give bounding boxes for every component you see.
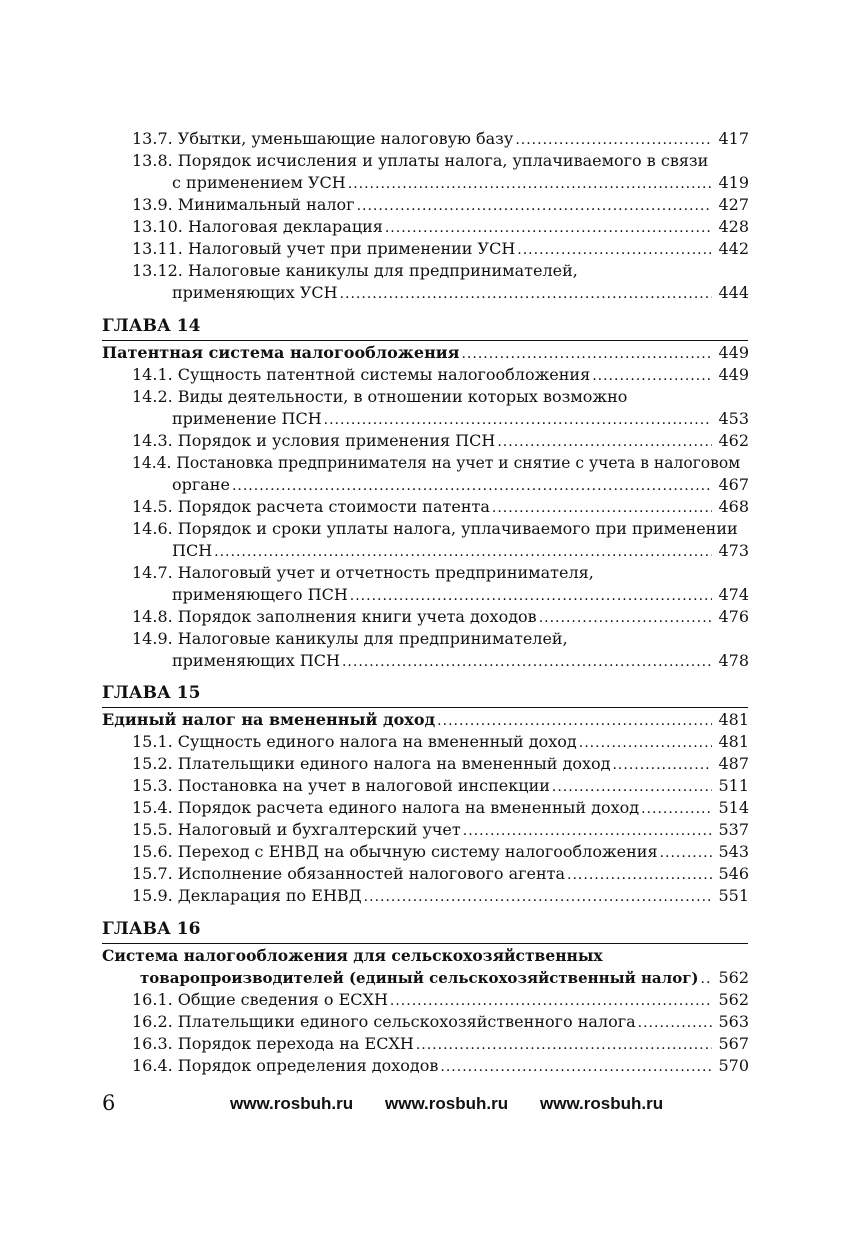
leader-dots [340, 283, 713, 305]
toc-entry-15-4[interactable] [132, 797, 749, 819]
toc-page-number: 551 [718, 886, 749, 905]
toc-page-number: 462 [718, 431, 749, 450]
toc-entry-title-continued: применяющих ПСН [172, 651, 340, 670]
toc-page-number: 427 [718, 195, 749, 214]
leader-dots [437, 710, 712, 732]
toc-entry-title: 16.1. Общие сведения о ЕСХН [132, 990, 388, 1009]
toc-entry-title: 15.5. Налоговый и бухгалтерский учет [132, 820, 461, 839]
toc-entry-15-3[interactable] [132, 775, 749, 797]
toc-page-number: 478 [718, 651, 749, 670]
toc-chapter-15-title[interactable] [102, 709, 749, 731]
toc-entry-title-continued: применение ПСН [172, 409, 322, 428]
toc-entry-title: 15.1. Сущность единого налога на вмененный доход [132, 732, 577, 751]
toc-entry-13-11[interactable] [132, 238, 749, 260]
leader-dots [232, 475, 713, 497]
toc-entry-title: 13.10. Налоговая декларация [132, 217, 383, 236]
toc-entry-title: 16.3. Порядок перехода на ЕСХН [132, 1034, 414, 1053]
toc-page-number: 442 [718, 239, 749, 258]
leader-dots [492, 497, 713, 519]
toc-entry-title-continued: применяющего ПСН [172, 585, 348, 604]
toc-entry-13-9[interactable] [132, 194, 749, 216]
toc-entry-14-1[interactable] [132, 364, 749, 386]
toc-page-number: 467 [718, 475, 749, 494]
toc-page-number: 476 [718, 607, 749, 626]
leader-dots [515, 129, 712, 151]
toc-entry-title: 14.8. Порядок заполнения книги учета доходов [132, 607, 537, 626]
toc-entry-title: 13.8. Порядок исчисления и уплаты налога, уплачиваемого в связи [132, 151, 709, 170]
toc-entry-title: Единый налог на вмененный доход [102, 710, 436, 729]
toc-page-number: 481 [718, 710, 749, 729]
toc-entry-title: 15.9. Декларация по ЕНВД [132, 886, 362, 905]
toc-entry-16-1[interactable] [132, 989, 749, 1011]
chapter-heading-15: ГЛАВА 15 [102, 683, 201, 703]
leader-dots [579, 732, 713, 754]
toc-entry-title: 14.1. Сущность патентной системы налогообложения [132, 365, 591, 384]
leader-dots [342, 651, 712, 673]
leader-dots [416, 1034, 713, 1056]
toc-entry-title: 16.4. Порядок определения доходов [132, 1056, 439, 1075]
toc-entry-title: 13.12. Налоговые каникулы для предпринимателей, [132, 261, 578, 280]
toc-page-number: 428 [718, 217, 749, 236]
footer-link[interactable]: www.rosbuh.ru [230, 1094, 354, 1113]
toc-entry-title-continued: товаропроизводителей (единый сельскохозяйственный налог) [140, 969, 699, 987]
leader-dots [539, 607, 713, 629]
leader-dots [638, 1012, 713, 1034]
toc-page-number: 468 [718, 497, 749, 516]
toc-page-number: 474 [718, 585, 749, 604]
leader-dots [612, 754, 712, 776]
toc-entry-title: 15.6. Переход с ЕНВД на обычную систему налогообложения [132, 842, 658, 861]
toc-page-number: 562 [718, 968, 749, 987]
toc-entry-13-7[interactable] [132, 128, 749, 150]
chapter-heading-14: ГЛАВА 14 [102, 316, 201, 336]
leader-dots [214, 541, 712, 563]
toc-page-number: 449 [718, 365, 749, 384]
leader-dots [461, 343, 712, 365]
toc-entry-title: 13.7. Убытки, уменьшающие налоговую базу [132, 129, 514, 148]
toc-page-number: 473 [718, 541, 749, 560]
toc-entry-14-8[interactable] [132, 606, 749, 628]
toc-entry-title: 15.4. Порядок расчета единого налога на вмененный доход [132, 798, 640, 817]
leader-dots [567, 864, 712, 886]
toc-page-number: 511 [718, 776, 749, 795]
toc-entry-15-9[interactable] [132, 885, 749, 907]
toc-entry-16-3[interactable] [132, 1033, 749, 1055]
toc-entry-title-continued: ПСН [172, 541, 213, 560]
toc-entry-15-7[interactable] [132, 863, 749, 885]
toc-entry-14-4[interactable] [132, 452, 749, 496]
toc-page-number: 419 [718, 173, 749, 192]
leader-dots [517, 239, 712, 261]
leader-dots [348, 173, 713, 195]
toc-entry-14-9[interactable] [132, 628, 749, 672]
toc-chapter-16-title[interactable] [102, 945, 749, 989]
toc-entry-title: 14.7. Налоговый учет и отчетность предпринимателя, [132, 563, 594, 582]
leader-dots [324, 409, 713, 431]
toc-entry-13-12[interactable] [132, 260, 749, 304]
toc-entry-title: 15.7. Исполнение обязанностей налогового агента [132, 864, 566, 883]
leader-dots [364, 886, 713, 908]
leader-dots [660, 842, 713, 864]
leader-dots [463, 820, 713, 842]
toc-page-number: 546 [718, 864, 749, 883]
toc-entry-14-3[interactable] [132, 430, 749, 452]
leader-dots [552, 776, 713, 798]
toc-chapter-14-title[interactable] [102, 342, 749, 364]
toc-page-number: 570 [718, 1056, 749, 1075]
toc-entry-title: 15.2. Плательщики единого налога на вмененный доход [132, 754, 611, 773]
leader-dots [385, 217, 713, 239]
toc-entry-title: 16.2. Плательщики единого сельскохозяйственного налога [132, 1012, 636, 1031]
toc-entry-13-8[interactable] [132, 150, 749, 194]
leader-dots [440, 1056, 712, 1078]
toc-page-number: 417 [718, 129, 749, 148]
toc-entry-14-6[interactable] [132, 518, 749, 562]
toc-page-number: 562 [718, 990, 749, 1009]
toc-page-number: 449 [718, 343, 749, 362]
leader-dots [497, 431, 712, 453]
toc-entry-title: 14.3. Порядок и условия применения ПСН [132, 431, 496, 450]
leader-dots [641, 798, 712, 820]
toc-entry-title: 14.2. Виды деятельности, в отношении которых возможно [132, 387, 628, 406]
toc-entry-15-1[interactable] [132, 731, 749, 753]
toc-page-number: 514 [718, 798, 749, 817]
toc-entry-title: 14.4. Постановка предпринимателя на учет и снятие с учета в налоговом [132, 454, 741, 472]
toc-entry-title: 14.6. Порядок и сроки уплаты налога, уплачиваемого при применении [132, 519, 738, 538]
toc-entry-title: 13.11. Налоговый учет при применении УСН [132, 239, 516, 258]
toc-entry-title: 14.9. Налоговые каникулы для предпринимателей, [132, 629, 568, 648]
page-number: 6 [102, 1091, 116, 1115]
toc-page-number: 543 [718, 842, 749, 861]
toc-entry-title: 14.5. Порядок расчета стоимости патента [132, 497, 490, 516]
footer-link[interactable]: www.rosbuh.ru [540, 1094, 664, 1113]
toc-entry-14-7[interactable] [132, 562, 749, 606]
toc-entry-13-10[interactable] [132, 216, 749, 238]
toc-page-number: 487 [718, 754, 749, 773]
leader-dots [350, 585, 713, 607]
toc-entry-title-continued: органе [172, 475, 230, 494]
leader-dots [357, 195, 713, 217]
toc-entry-15-5[interactable] [132, 819, 749, 841]
chapter-divider [102, 340, 748, 341]
toc-entry-title-continued: применяющих УСН [172, 283, 338, 302]
toc-page-number: 444 [718, 283, 749, 302]
toc-page-number: 567 [718, 1034, 749, 1053]
toc-entry-16-2[interactable] [132, 1011, 749, 1033]
leader-dots [390, 990, 713, 1012]
toc-entry-14-5[interactable] [132, 496, 749, 518]
leader-dots [592, 365, 712, 387]
toc-entry-15-6[interactable] [132, 841, 749, 863]
toc-entry-title: 15.3. Постановка на учет в налоговой инспекции [132, 776, 550, 795]
toc-entry-title: Патентная система налогообложения [102, 343, 460, 362]
toc-page-number: 537 [718, 820, 749, 839]
chapter-divider [102, 707, 748, 708]
toc-page-number: 563 [718, 1012, 749, 1031]
chapter-divider [102, 943, 748, 944]
toc-entry-16-4[interactable] [132, 1055, 749, 1077]
toc-entry-title: 13.9. Минимальный налог [132, 195, 355, 214]
toc-entry-title: Система налогообложения для сельскохозяйственных [102, 946, 603, 965]
toc-page-number: 453 [718, 409, 749, 428]
leader-dots [701, 968, 713, 990]
toc-entry-title-continued: с применением УСН [172, 173, 346, 192]
toc-entry-15-2[interactable] [132, 753, 749, 775]
toc-entry-14-2[interactable] [132, 386, 749, 430]
chapter-heading-16: ГЛАВА 16 [102, 919, 201, 939]
footer-link[interactable]: www.rosbuh.ru [385, 1094, 509, 1113]
toc-page-number: 481 [718, 732, 749, 751]
